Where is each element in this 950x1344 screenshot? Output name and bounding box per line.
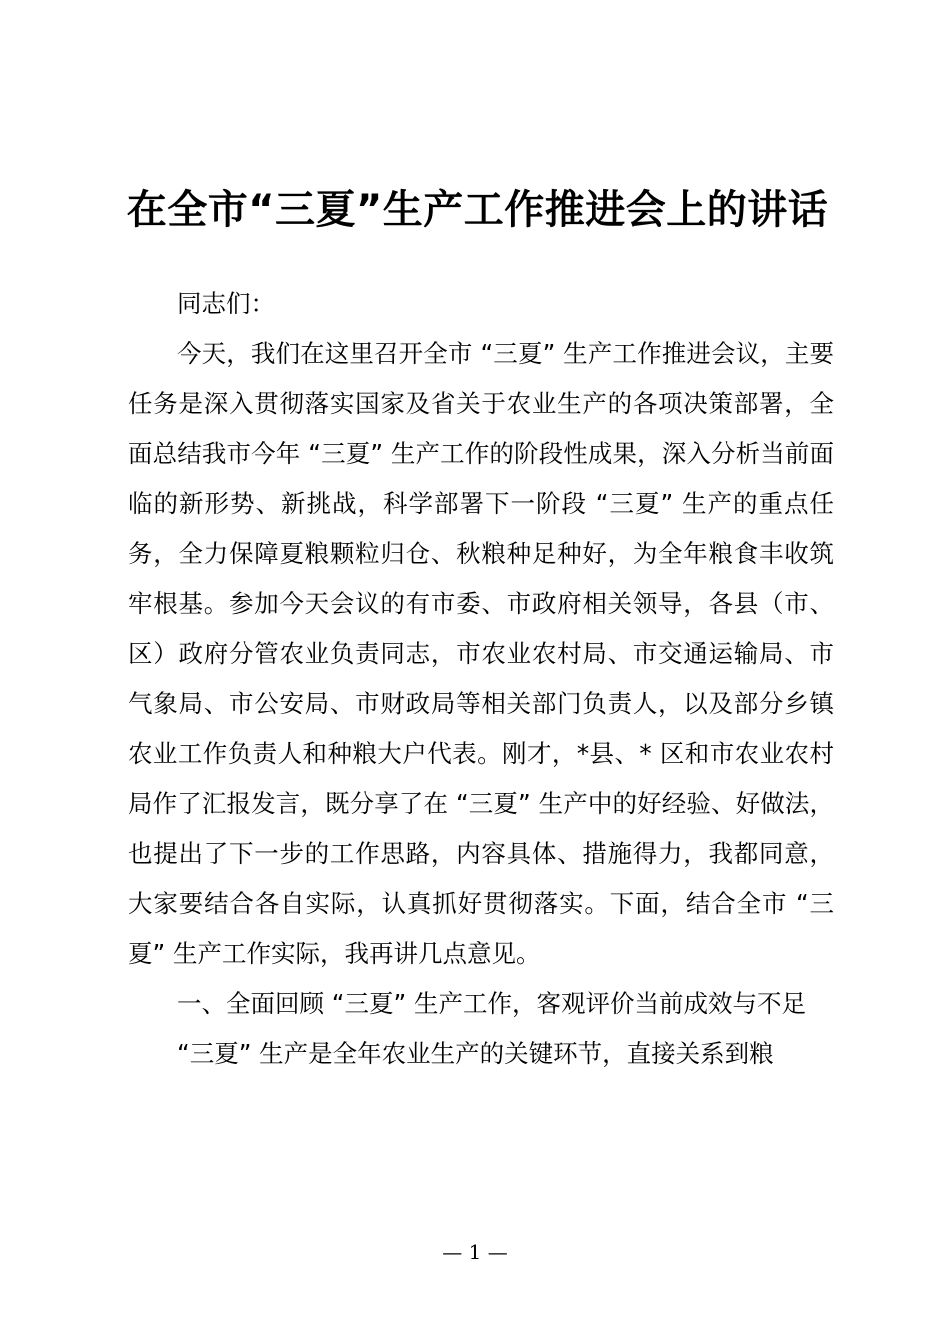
- document-body: [128, 279, 834, 1079]
- salutation: 同志们：: [177, 289, 275, 318]
- body-paragraph-last: “三夏” 生产是全年农业生产的关键环节，直接关系到粮: [177, 1039, 774, 1068]
- document-title: 在全市“三夏”生产工作推进会上的讲话: [126, 187, 829, 233]
- page-number: — 1 —: [442, 1240, 508, 1264]
- body-paragraph: 今天，我们在这里召开全市 “三夏” 生产工作推进会议，主要任务是深入贯彻落实国家及省关于农业生产的各项决策部署，全面总结我市今年 “三夏” 生产工作的阶段性成果，深入分析当前面临的新形势、新挑战，科学部署下一阶段 “三夏” 生产的重点任务，全力保障夏粮颗粒归仓、秋粮种足种好，为全年粮食丰收筑牢根基。参加今天会议的有市委、市政府相关领导，各县（市、区）政府分管农业负责同志，市农业农村局、市交通运输局、市气象局、市公安局、市财政局等相关部门负责人，以及部分乡镇农业工作负责人和种粮大户代表。刚才，*县、* 区和市农业农村局作了汇报发言，既分享了在 “三夏” 生产中的好经验、好做法，也提出了下一步的工作思路，内容具体、措施得力，我都同意，大家要结合各自实际，认真抓好贯彻落实。下面，结合全市 “三夏” 生产工作实际，我再讲几点意见。: [128, 339, 834, 968]
- section-heading: 一、全面回顾 “三夏” 生产工作，客观评价当前成效与不足: [177, 989, 806, 1018]
